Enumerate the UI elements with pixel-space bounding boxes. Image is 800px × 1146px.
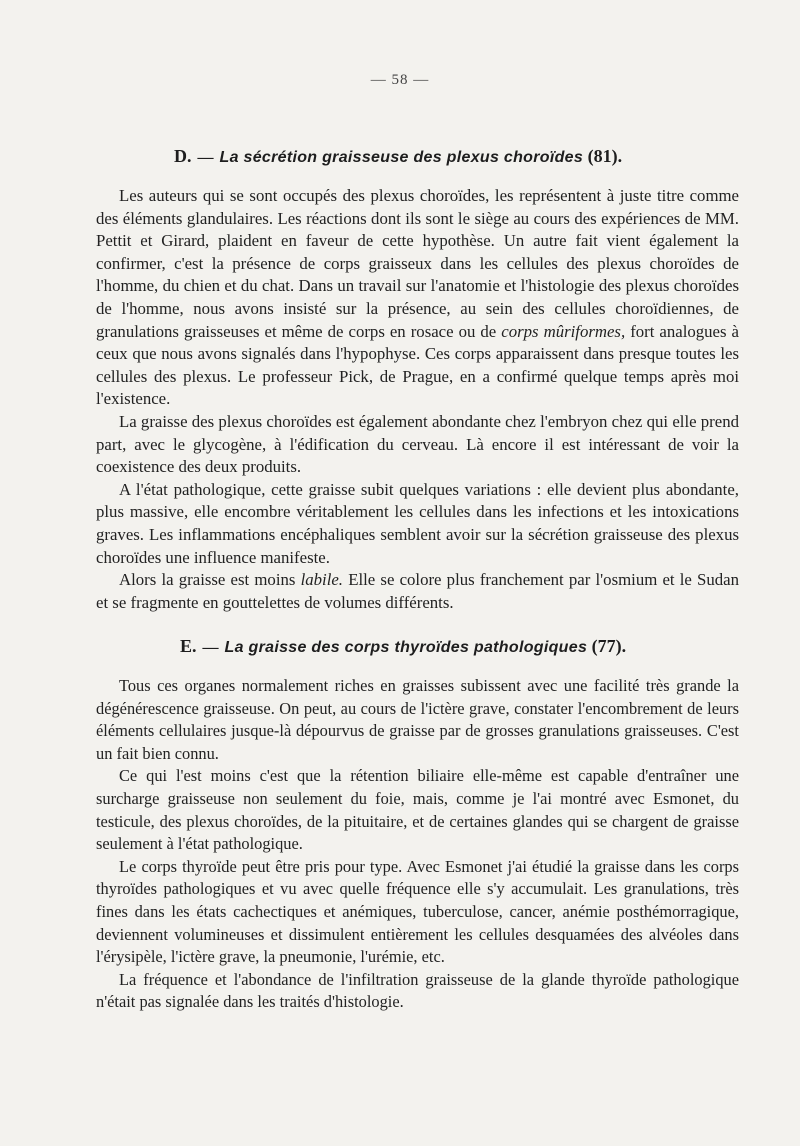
section-d [96,143,739,614]
section-d-letter: D. [174,146,192,166]
section-d-reference: (81). [587,146,623,166]
section-d-dash: — [197,149,214,166]
paragraph-text: Tous ces organes normalement riches en graisses subissent avec une facilité très grande la dégénérescence graisseuse. On peut, au cours de l'ictère grave, constater l'encombrement de leurs éléments cellulaires jusque-là dépourvus de graisse par de grosses granulations graisseuses. C'est un fait bien connu. [96,676,739,763]
section-e [96,633,739,1014]
section-d-paragraph-3 [96,479,739,569]
paragraph-italic-term: labile. [300,570,344,590]
section-e-title: La graisse des corps thyroïdes pathologiques [224,639,588,656]
paragraph-text: La fréquence et l'abondance de l'infiltration graisseuse de la glande thyroïde pathologique n'était pas signalée dans les traités d'histologie. [96,969,739,1012]
section-d-heading [96,143,739,171]
page-number: — 58 — [370,72,430,88]
paragraph-text: La graisse des plexus choroïdes est également abondante chez l'embryon chez qui elle prend part, avec le glycogène, à l'édification du cerveau. Là encore il est intéressant de voir la coexistence des deux produits. [96,411,739,477]
section-e-paragraph-3 [96,856,739,969]
paragraph-text: Ce qui l'est moins c'est que la rétention biliaire elle-même est capable d'entraîner une surcharge graisseuse non seulement du foie, mais, comme je l'ai montré avec Esmonet, du testicule, des plexus choroïdes, de la pituitaire, et de certaines glandes qui se chargent de graisse seulement à l'état pathologique. [96,766,739,854]
section-e-paragraph-2 [96,765,739,855]
section-e-paragraph-1 [96,675,739,765]
section-d-paragraph-1 [96,185,739,411]
section-e-paragraph-4 [96,969,739,1014]
section-e-heading [96,633,739,661]
section-e-letter: E. [180,636,197,656]
section-e-dash: — [202,639,219,656]
paragraph-text: Elle se colore plus franchement par l'osmium et le Sudan et se fragmente en gouttelettes de volumes différents. [96,570,739,612]
section-d-title: La sécrétion graisseuse des plexus choroïdes [219,149,584,166]
paragraph-italic-term: corps mûriformes, [501,321,626,341]
paragraph-text: Le corps thyroïde peut être pris pour type. Avec Esmonet j'ai étudié la graisse dans les corps thyroïdes pathologiques et vu avec quelle fréquence elle s'y accumulait. Les granulations, très fines dans les états cachectiques et anémiques, tuberculose, cancer, anémie posthémorragique, deviennent volumineuses et dissimulent entièrement les cellules desquamées des alvéoles dans l'érysipèle, l'ictère grave, la pneumonie, l'urémie, etc. [96,856,739,967]
paragraph-text: Alors la graisse est moins [119,570,296,590]
paragraph-text: A l'état pathologique, cette graisse subit quelques variations : elle devient plus abondante, plus massive, elle encombre véritablement les cellules dans les infections et les intoxications graves. Les inflammations encéphaliques semblent avoir sur la sécrétion graisseuse des plexus choroïdes une influence manifeste. [96,479,739,567]
paragraph-text: fort analogues à ceux que nous avons signalés dans l'hypophyse. Ces corps apparaissent dans presque toutes les cellules des plexus. Le professeur Pick, de Prague, en a confirmé quelque temps après moi l'existence. [96,321,740,409]
section-d-paragraph-2 [96,411,739,479]
section-d-paragraph-4 [96,569,739,614]
paragraph-text: Les auteurs qui se sont occupés des plexus choroïdes, les représentent à juste titre comme des éléments glandulaires. Les réactions dont ils sont le siège au cours des expériences de MM. Pettit et Girard, plaident en faveur de cette hypothèse. Un autre fait vient également la confirmer, c'est la présence de corps graisseux dans les cellules des plexus choroïdes de l'homme, du chien et du chat. Dans un travail sur l'anatomie et l'histologie des plexus choroïdes de l'homme, nous avons insisté sur la présence, au sein des cellules choroïdiennes, de granulations graisseuses et même de corps en rosace ou de [96,186,739,341]
section-e-reference: (77). [591,636,627,656]
